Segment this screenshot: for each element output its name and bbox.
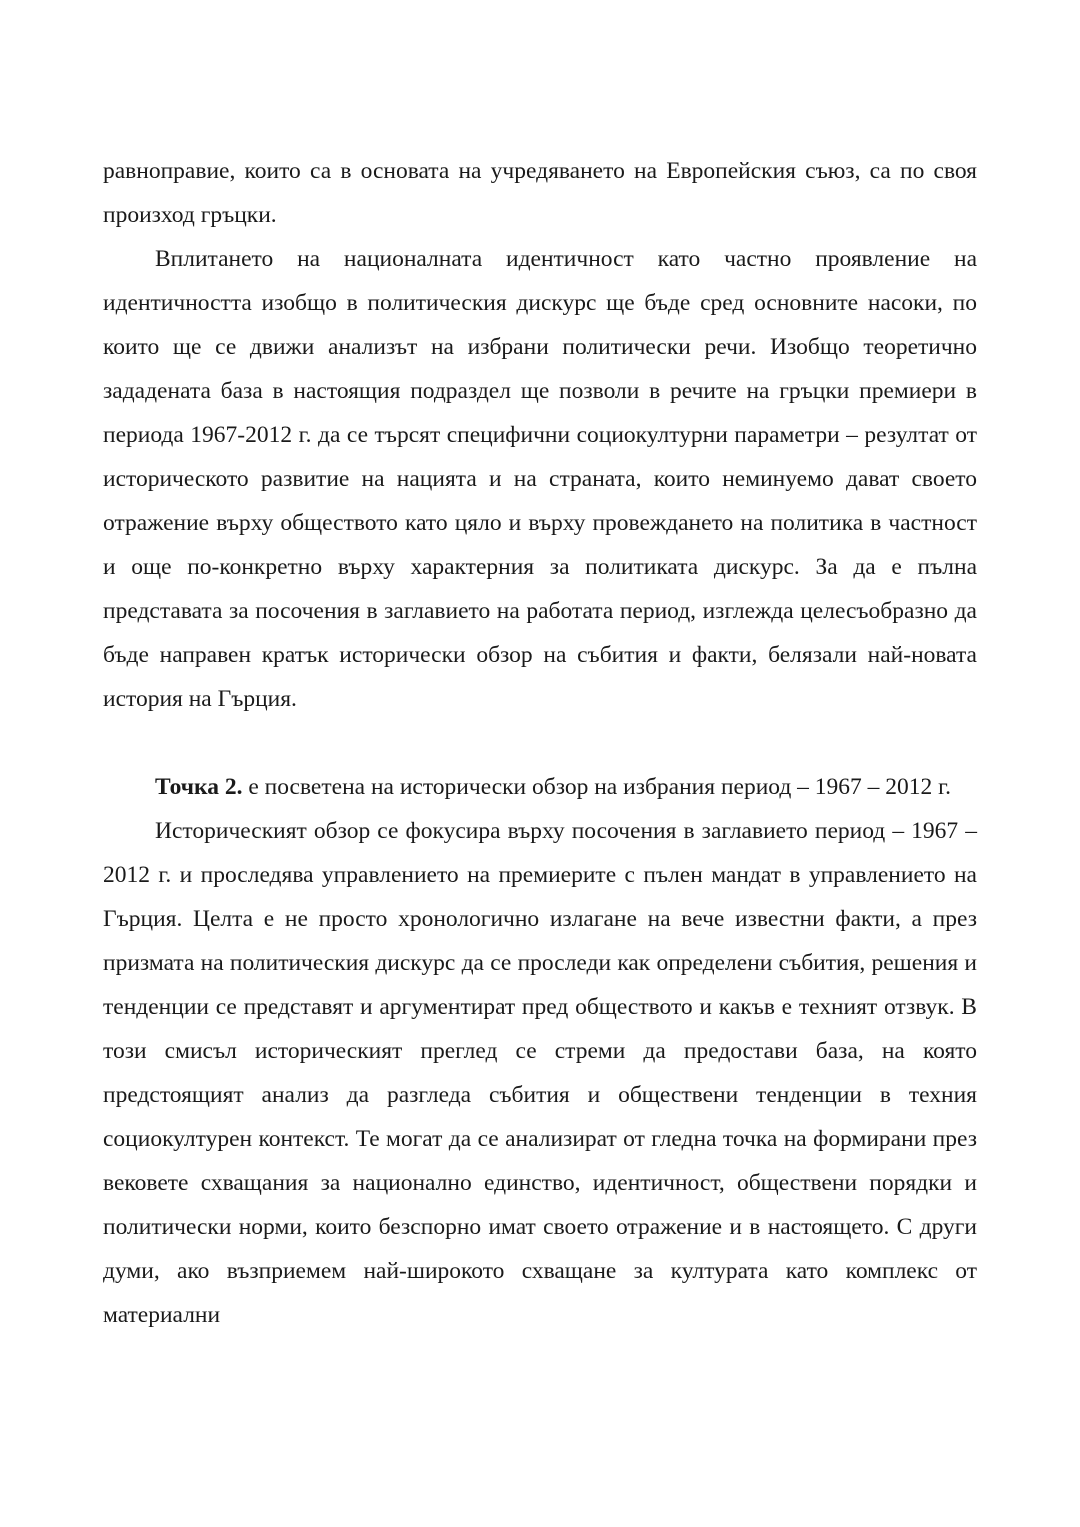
paragraph-point-2	[103, 765, 977, 809]
point-2-heading: Точка 2.	[155, 774, 243, 800]
paragraph-spacer	[103, 721, 977, 765]
paragraph-historical-overview: Историческият обзор се фокусира върху посочения в заглавието период – 1967 – 2012 г. и проследява управлението на премиерите с пълен мандат в управлението на Гърция. Целта е не просто хронологично излагане на вече известни факти, а през призмата на политическия дискурс да се проследи как определени събития, решения и тенденции се представят и аргументират пред обществото и какъв е техният отзвук. В този смисъл историческият преглед се стреми да предостави база, на която предстоящият анализ да разгледа събития и обществени тенденции в техния социокултурен контекст. Те могат да се анализират от гледна точка на формирани през вековете схващания за национално единство, идентичност, обществени порядки и политически норми, които безспорно имат своето отражение и в настоящето. С други думи, ако възприемем най-широкото схващане за културата като комплекс от материални	[103, 818, 977, 1328]
point-2-description: е посветена на исторически обзор на избрания период – 1967 – 2012 г.	[242, 774, 952, 800]
paragraph-continuation: равноправие, които са в основата на учредяването на Европейския съюз, са по своя произход гръцки.	[103, 158, 977, 228]
document-body	[103, 149, 977, 1337]
paragraph-national-identity: Вплитането на националната идентичност като частно проявление на идентичността изобщо в политическия дискурс ще бъде сред основните насоки, по които ще се движи анализът на избрани политически речи. Изобщо теоретично зададената база в настоящия подраздел ще позволи в речите на гръцки премиери в периода 1967-2012 г. да се търсят специфични социокултурни параметри – резултат от историческото развитие на нацията и на страната, които неминуемо дават своето отражение върху обществото като цяло и върху провеждането на политика в частност и още по-конкретно върху характерния за политиката дискурс. За да е пълна представата за посочения в заглавието на работата период, изглежда целесъобразно да бъде направен кратък исторически обзор на събития и факти, белязали най-новата история на Гърция.	[103, 246, 977, 712]
